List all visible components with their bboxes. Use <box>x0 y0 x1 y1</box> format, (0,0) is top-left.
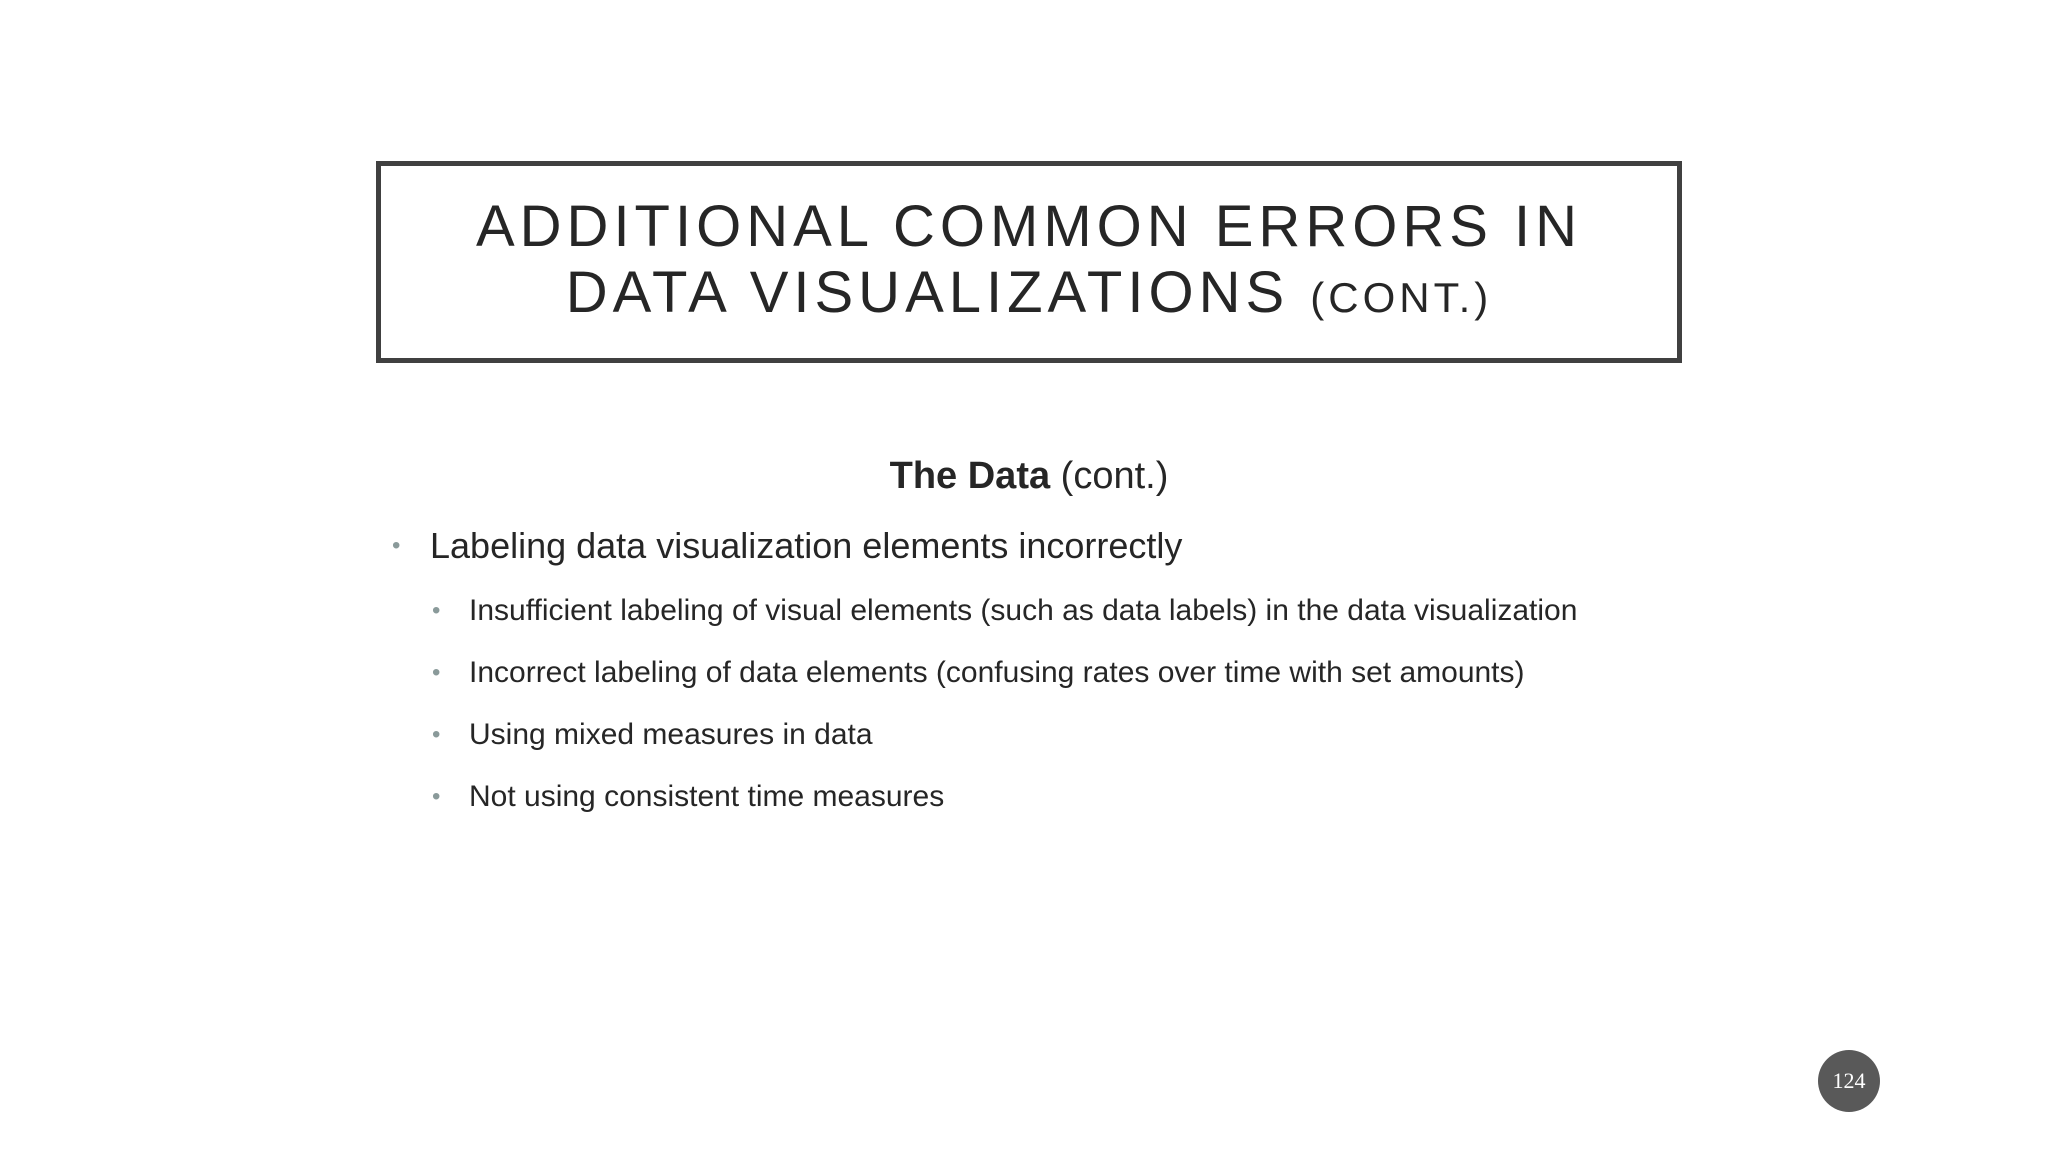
slide-title <box>476 194 1582 331</box>
section-subheading <box>376 452 1682 500</box>
bullet-item <box>390 518 1790 574</box>
sub-bullet-text: Using mixed measures in data <box>469 718 873 751</box>
bullet-dot-icon: • <box>432 783 441 810</box>
title-line-2 <box>476 260 1582 331</box>
bullet-dot-icon: • <box>432 721 441 748</box>
sub-bullet-text: Incorrect labeling of data elements (confusing rates over time with set amounts) <box>469 656 1525 689</box>
sub-bullet-item <box>390 710 1790 760</box>
bullet-text: Labeling data visualization elements incorrectly <box>430 525 1183 566</box>
sub-bullet-item <box>390 772 1790 822</box>
subheading-rest: (cont.) <box>1060 455 1169 497</box>
title-line-2-main: DATA VISUALIZATIONS <box>565 259 1290 325</box>
page-number-badge: 124 <box>1818 1050 1880 1112</box>
sub-bullet-item <box>390 586 1790 636</box>
subheading-bold: The Data <box>889 455 1051 497</box>
bullet-dot-icon: • <box>392 532 401 559</box>
title-line-2-suffix: (CONT.) <box>1310 273 1493 321</box>
sub-bullet-text: Insufficient labeling of visual elements (such as data labels) in the data visualization <box>469 594 1578 627</box>
sub-bullet-text: Not using consistent time measures <box>469 780 945 813</box>
title-box <box>376 161 1682 363</box>
bullet-dot-icon: • <box>432 659 441 686</box>
bullet-dot-icon: • <box>432 597 441 624</box>
title-line-1: ADDITIONAL COMMON ERRORS IN <box>475 193 1583 259</box>
bullet-list <box>390 518 1790 834</box>
sub-bullet-item <box>390 648 1790 698</box>
